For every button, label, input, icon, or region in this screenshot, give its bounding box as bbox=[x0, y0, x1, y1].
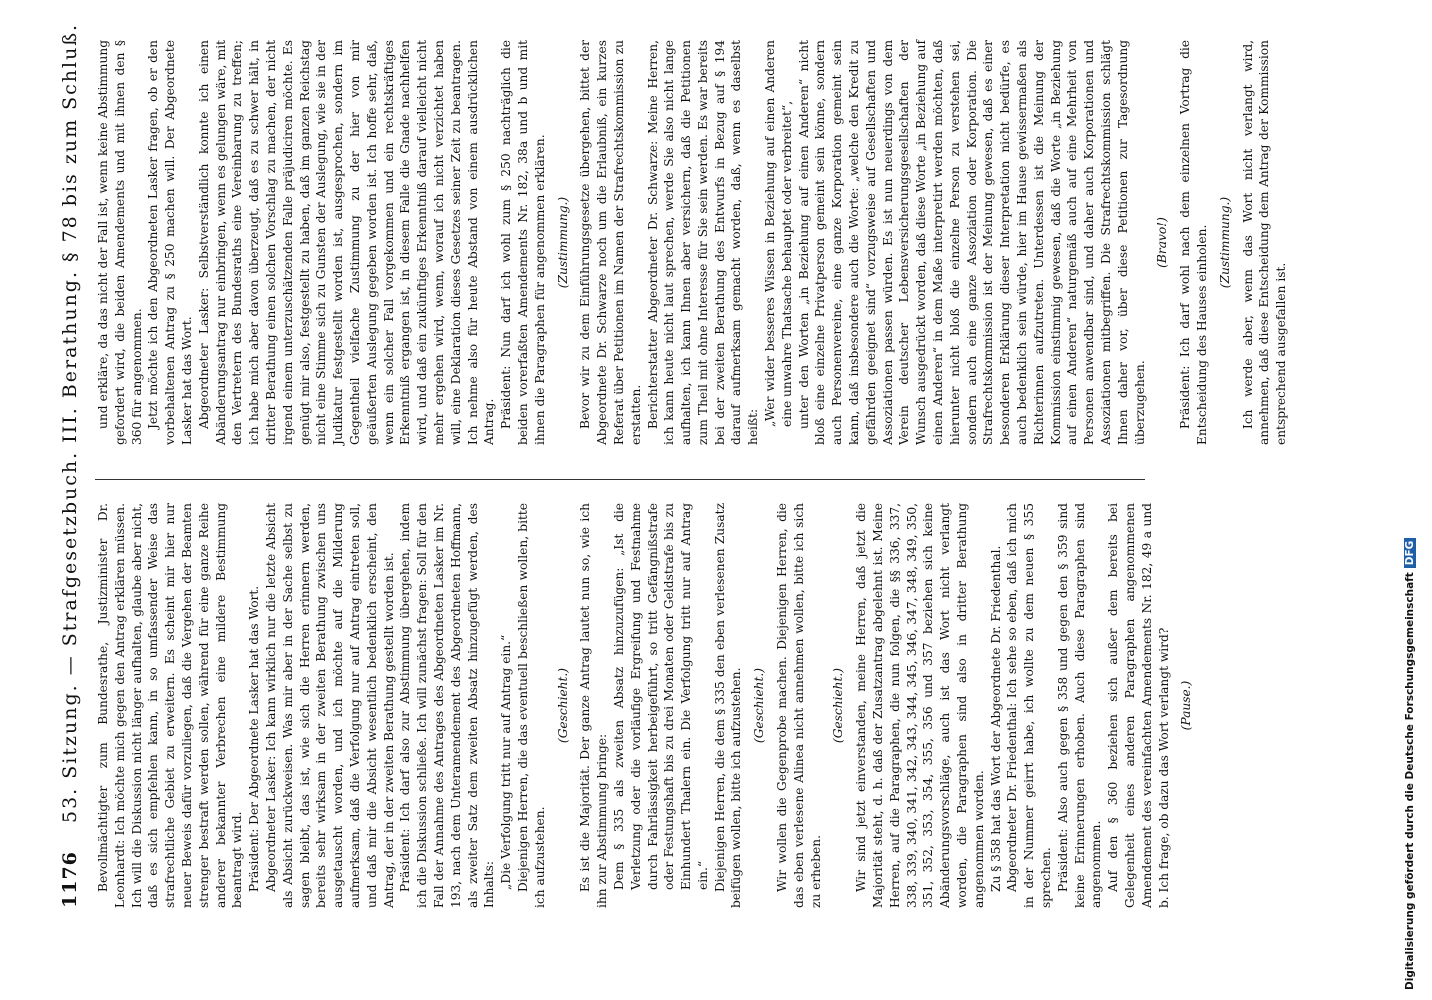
paragraph: „Die Verfolgung tritt nur auf Antrag ein.“ bbox=[499, 634, 514, 890]
paragraph: „Wer wider besseres Wissen in Beziehung auf einen Anderen eine unwahre Thatsache behauptet oder verbreitet“, bbox=[763, 40, 794, 427]
paragraph: (Geschieht.) bbox=[752, 667, 767, 744]
paragraph: unter den Worten „in Beziehung auf einen Anderen“ nicht bloß eine einzelne Privatperson gemeint sein könne, sondern auch Personenvereine, eine ganze Korporation gemeint sein kann, daß insbesondere auch die Worte: „welche den Kredit zu gefährden geeignet sind“ vorzugsweise auf Gesellschaften und Assoziationen passen würden. Es ist nun neuerdings von dem Verein deutscher Lebensversicherungsgesellschaften der Wunsch ausgedrückt worden, daß diese Worte „in Beziehung auf einen Anderen“ in dem Maße interpretirt werden möchten, daß hierunter nicht bloß die einzelne Person zu verstehen sei, sondern auch eine ganze Assoziation oder Korporation. Die Strafrechtskommission ist der Meinung gewesen, daß es einer besonderen Erklärung dieser Interpretation nicht bedürfe, es auch bedenklich sein würde, hier im Hause gewissermaßen als Richterinnen aufzutreten. Unterdessen ist die Meinung der Kommission einstimmig gewesen, daß die Worte „in Beziehung auf einen Anderen“ naturgemäß auch auf eine Mehrheit von Personen anwendbar sind, und daher auch Korporationen und Assoziationen mitbegriffen. Die Strafrechtskommission schlägt Ihnen daher vor, über diese Petitionen zur Tagesordnung überzugehen. bbox=[796, 40, 1147, 445]
paragraph: Bevollmächtigter zum Bundesrathe, Justizminister Dr. Leonhardt: Ich möchte mich gegen den Antrag erklären müssen. Ich will die Diskussion nicht länger aufhalten, glaube aber nicht, daß es sich empfehlen kann, in so umfassender Weise das strafrechtliche Gebiet zu erweitern. Es scheint mir hier nur neuer Beweis dafür vorzuliegen, daß die Vergehen der Beamten strenger bestraft werden sollen, während für eine ganze Reihe anderer bekannter Verbrechen eine mildere Bestimmung beantragt wird. bbox=[96, 503, 245, 908]
column-divider bbox=[95, 479, 1145, 480]
paragraph: und erkläre, da das nicht der Fall ist, wenn keine Abstimmung gefordert wird, die beiden Amendements und mit ihnen den § 360 für angenommen. bbox=[96, 40, 144, 445]
paragraph: Auf den § 360 beziehen sich außer dem bereits bei Gelegenheit eines anderen Paragraphen angenommenen Amendement des vereinfachten Amendements Nr. 182, 49 a und b. Ich frage, ob dazu das Wort verlangt wird? bbox=[1106, 503, 1171, 908]
paragraph: Präsident: Ich darf also zur Abstimmung übergehen, indem ich die Diskussion schließe. Ich will zunächst fragen: Soll für den Fall der Annahme des Antrages des Abgeordneten Lasker im Nr. 193, nach dem Unteramendement des Abgeordneten Hoffmann, als zweiter Satz dem zweiten Absatz hinzugefügt werden, des Inhalts: bbox=[398, 503, 497, 908]
paragraph: Wir sind jetzt einverstanden, meine Herren, daß jetzt die Majorität steht, d. h. daß der Zusatzantrag abgelehnt ist. Meine Herren, auf die Paragraphen, die nun folgen, die §§ 336, 337, 338, 339, 340, 341, 342, 343, 344, 345, 346, 347, 348, 349, 350, 351, 352, 353, 354, 355, 356 und 357 beziehen sich keine Abänderungsvorschläge, auch ist das Wort nicht verlangt worden, die Paragraphen sind also in dritter Berathung angenommen worden. bbox=[854, 503, 986, 908]
paragraph: Berichterstatter Abgeordneter Dr. Schwarze: Meine Herren, ich kann heute nicht laut sprechen, werde Sie also nicht lange aufhalten, ich kann Ihnen aber versichern, daß die Petitionen zum Theil mit ohne Interesse für Sie sein werden. Es war bereits bei der zweiten Berathung des Entwurfs in Bezug auf § 194 darauf aufmerksam gemacht worden, daß, wenn es daselbst heißt: bbox=[645, 40, 761, 445]
left-column bbox=[95, 503, 1201, 908]
paragraph: Präsident: Also auch gegen § 358 und gegen den § 359 sind keine Erinnerungen erhoben. Auch diese Paragraphen sind angenommen. bbox=[1055, 503, 1104, 908]
paragraph: Präsident: Ich darf wohl nach dem einzelnen Vortrag die Entscheidung des Hauses einholen. bbox=[1178, 40, 1209, 445]
page-title: 53. Sitzung. — Strafgesetzbuch. III. Berathung. § 78 bis zum Schluß. bbox=[59, 22, 81, 823]
paragraph: (Zustimmung.) bbox=[555, 196, 570, 289]
paragraph: Es ist die Majorität. Der ganze Antrag lautet nun so, wie ich ihn zur Abstimmung bringe: bbox=[578, 503, 610, 908]
right-column bbox=[95, 40, 1290, 445]
paragraph: Diejenigen Herren, die das eventuell beschließen wollen, bitte ich aufzustehen. bbox=[515, 503, 547, 908]
page-header bbox=[55, 22, 95, 908]
paragraph: Präsident: Nun darf ich wohl zum § 250 nachträglich die beiden vorerfaßten Amendements Nr. 182, 38a und b und mit ihnen die Paragraphen für angenommen erklären. bbox=[499, 40, 547, 445]
paragraph: Abgeordneter Lasker: Selbstverständlich konnte ich einen Abänderungsantrag nur einbringen, wenn es gelungen wäre, mit den Vertretern des Bundesraths eine Vereinbarung zu treffen; ich habe mich aber davon überzeugt, daß es zu schwer hält, in dritter Berathung einen solchen Vorschlag zu machen, der nicht irgend einem unterzuschätzenden Falle präjudiciren möchte. Es genügt mir also, festgestellt zu haben, daß im ganzen Reichstag nicht eine Stimme sich zu Gunsten der Auslegung, wie sie in der Judikatur festgestellt worden ist, ausgesprochen, sondern im Gegentheil vielfache Zustimmung zu der hier von mir geäußerten Auslegung gegeben worden ist. Ich hoffe sehr, daß, wenn ein solcher Fall vorgekommen und ein rechtskräftiges Erkenntniß ergangen ist, in diesem Falle die Gnade nachhelfen wird, und daß ein zukünftiges Erkenntniß darauf vielleicht nicht mehr ergehen wird, wenn, worauf ich nicht verzichtet haben will, eine Deklaration dieses Gesetzes seiner Zeit zu beantragen. Ich nehme also für heute Abstand von einem ausdrücklichen Antrag. bbox=[196, 40, 497, 445]
paragraph: (Geschieht.) bbox=[555, 667, 570, 744]
paragraph: Diejenigen Herren, die dem § 335 den eben verlesenen Zusatz beifügen wollen, bitte ich aufzustehen. bbox=[712, 503, 744, 908]
page-number: 1176 bbox=[59, 851, 81, 908]
digitization-credit bbox=[1404, 10, 1426, 990]
paragraph: Dem § 335 als zweiten Absatz hinzuzufügen: „Ist die Verletzung oder die vorläufige Ergreifung und Festnahme durch Fahrlässigkeit herbeigeführt, so tritt Gefängnißstrafe oder Festungshaft bis zu drei Monaten oder Geldstrafe bis zu Einhundert Thalern ein. Die Verfolgung tritt nur auf Antrag ein.“ bbox=[611, 503, 710, 890]
paragraph: (Pause.) bbox=[1179, 680, 1194, 731]
paragraph: Präsident: Der Abgeordnete Lasker hat das Wort. bbox=[247, 585, 262, 892]
paragraph: Zu § 358 hat das Wort der Abgeordnete Dr. Friedenthal. bbox=[988, 545, 1003, 892]
paragraph: Wir wollen die Gegenprobe machen. Diejenigen Herren, die das eben verlesene Alinea nicht annehmen wollen, bitte ich sich zu erheben. bbox=[775, 503, 823, 908]
paragraph: Jetzt möchte ich den Abgeordneten Lasker fragen, ob er den vorbehaltenen Antrag zu § 250 machen will. Der Abgeordnete Lasker hat das Wort. bbox=[146, 40, 194, 445]
paragraph: Abgeordneter Dr. Friedenthal: Ich sehe so eben, daß ich mich in der Nummer geirrt habe, ich wollte zu dem neuen § 355 sprechen. bbox=[1005, 503, 1054, 908]
paragraph: Abgeordneter Lasker: Ich kann wirklich nur die letzte Absicht als Absicht zurückweisen. Was mir aber in der Sache selbst zu sagen bleibt, das ist, wie sich die Herren erinnern werden, bereits sehr wirksam in der zweiten Berathung zwischen uns ausgetauscht worden, und ich möchte auf die Milderung aufmerksam, daß die Verfolgung nur auf Antrag eintreten soll, und daß mir die Absicht wesentlich bedenklich erscheint, den Antrag, der in der zweiten Berathung gestellt worden ist. bbox=[263, 503, 396, 908]
paragraph: Ich werde aber, wenn das Wort nicht verlangt wird, annehmen, daß diese Entscheidung dem Antrag der Kommission entsprechend ausgefallen ist. bbox=[1240, 40, 1289, 445]
paragraph: (Geschieht.) bbox=[831, 667, 846, 744]
credit-text: Digitalisierung gefördert durch die Deutsche Forschungsgemeinschaft bbox=[1404, 572, 1416, 990]
paragraph: Bevor wir zu dem Einführungsgesetze übergehen, bittet der Abgeordnete Dr. Schwarze noch um die Erlaubniß, ein kurzes Referat über Petitionen im Namen der Strafrechtskommission zu erstatten. bbox=[578, 40, 643, 445]
paragraph: (Bravo!) bbox=[1155, 217, 1170, 268]
dfg-badge: DFG bbox=[1404, 538, 1416, 569]
paragraph: (Zustimmung.) bbox=[1217, 196, 1232, 289]
